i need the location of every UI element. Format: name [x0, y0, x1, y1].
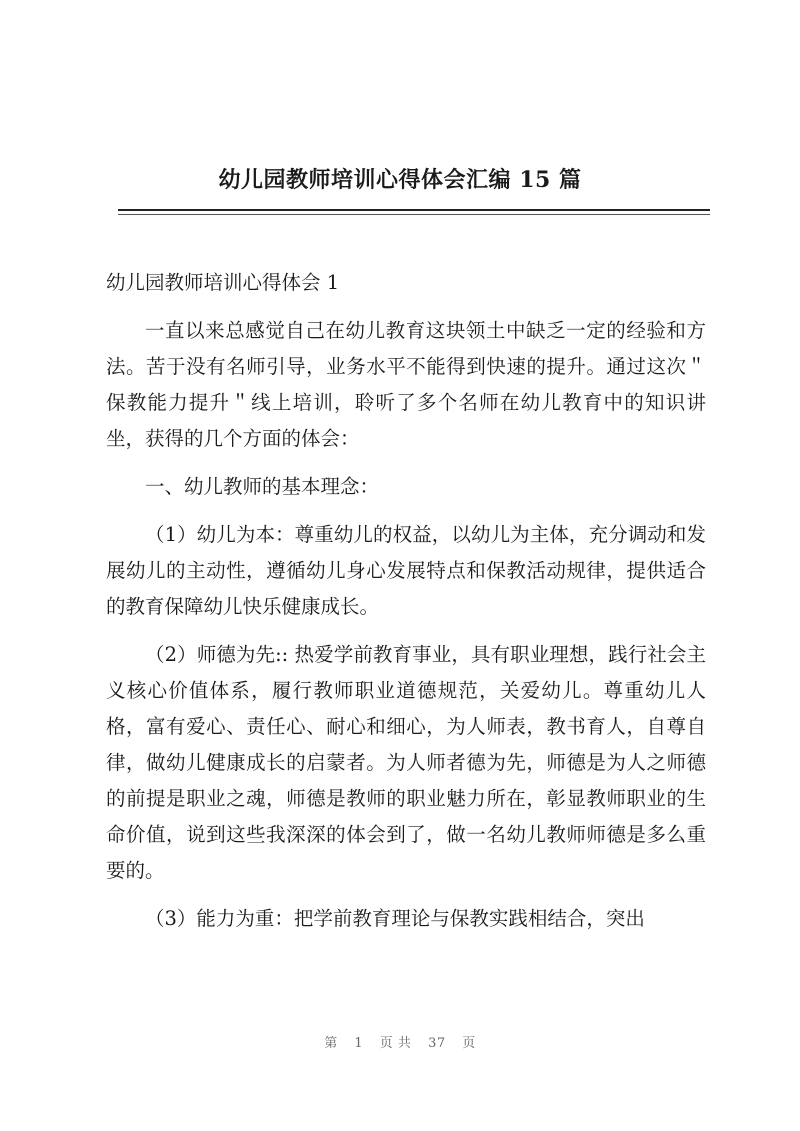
footer-total-pages: 37 — [428, 1036, 446, 1051]
paragraph-subheading: 一、幼儿教师的基本理念： — [145, 475, 380, 498]
paragraph-intro: 一直以来总感觉自己在幼儿教育这块领土中缺乏一定的经验和方法。苦于没有名师引导，业务水平不能得到快速的提升。通过这次＂保教能力提升＂线上培训，聆听了多个名师在幼儿教育中的知识讲坐，获得的几个方面的体会： — [106, 319, 706, 450]
paragraph-point-1: （1）幼儿为本：尊重幼儿的权益，以幼儿为主体，充分调动和发展幼儿的主动性，遵循幼儿身心发展特点和保教活动规律，提供适合的教育保障幼儿快乐健康成长。 — [106, 523, 706, 618]
paragraph-point-3: （3）能力为重：把学前教育理论与保教实践相结合，突出 — [145, 907, 645, 930]
footer-current-page: 1 — [354, 1036, 364, 1051]
page-footer — [0, 1032, 800, 1051]
document-body — [106, 265, 706, 949]
footer-label-of: 页 共 — [379, 1036, 412, 1051]
title-underline-thick — [118, 209, 710, 211]
footer-label-page: 第 — [324, 1036, 338, 1051]
title-underline-thin — [118, 214, 710, 215]
document-title: 幼儿园教师培训心得体会汇编 15 篇 — [218, 167, 582, 193]
section-heading: 幼儿园教师培训心得体会 1 — [106, 271, 340, 294]
footer-label-pages: 页 — [462, 1036, 476, 1051]
paragraph-point-2: （2）师德为先:: 热爱学前教育事业，具有职业理想，践行社会主义核心价值体系，履行教师职业道德规范，关爱幼儿。尊重幼儿人格，富有爱心、责任心、耐心和细心，为人师表，教书育人，自尊自律，做幼儿健康成长的启蒙者。为人师者德为先，师德是为人之师德的前提是职业之魂，师德是教师的职业魅力所在，彰显教师职业的生命价值，说到这些我深深的体会到了，做一名幼儿教师师德是多么重要的。 — [106, 643, 706, 882]
